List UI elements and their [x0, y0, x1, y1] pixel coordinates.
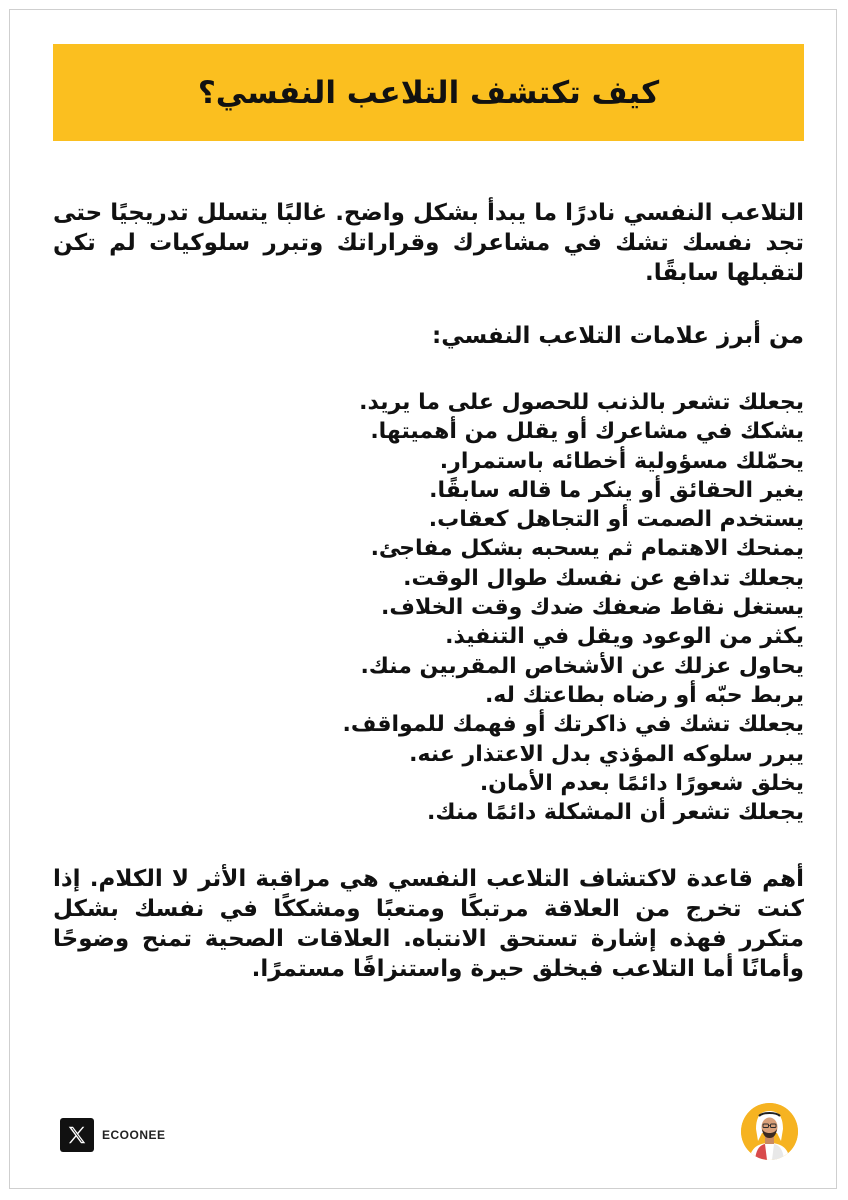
list-item: يربط حبّه أو رضاه بطاعتك له. [484, 682, 804, 708]
list-item: يشكك في مشاعرك أو يقلل من أهميتها. [370, 419, 804, 445]
footer-brand [60, 1118, 166, 1152]
page-title: كيف تكتشف التلاعب النفسي؟ [197, 74, 660, 111]
list-item: يجعلك تشعر بالذنب للحصول على ما يريد. [359, 390, 804, 415]
list-item: يبرر سلوكه المؤذي بدل الاعتذار عنه. [409, 741, 804, 767]
list-item: يحمّلك مسؤولية أخطائه باستمرار. [439, 448, 804, 474]
list-item: يكثر من الوعود ويقل في التنفيذ. [445, 624, 804, 650]
list-item: يحاول عزلك عن الأشخاص المقربين منك. [360, 653, 804, 679]
list-item: يخلق شعورًا دائمًا بعدم الأمان. [479, 770, 804, 796]
conclusion-paragraph: أهم قاعدة لاكتشاف التلاعب النفسي هي مراقبة الأثر لا الكلام. إذا كنت تخرج من العلاقة مرتبكًا ومتعبًا ومشككًا في نفسك بشكل متكرر فهذه إشارة تستحق الانتباه. العلاقات الصحية تمنح وضوحًا وأمانًا أما التلاعب فيخلق حيرة واستنزافًا مستمرًا. [53, 866, 804, 983]
list-item: يجعلك تدافع عن نفسك طوال الوقت. [403, 565, 804, 591]
intro-paragraph: التلاعب النفسي نادرًا ما يبدأ بشكل واضح. غالبًا يتسلل تدريجيًا حتى تجد نفسك تشك في مشاعرك وقراراتك وتبرر سلوكيات لم تكن لتقبلها سابقًا. [53, 200, 804, 286]
list-item: يمنحك الاهتمام ثم يسحبه بشكل مفاجئ. [370, 536, 804, 562]
list-item: يجعلك تشك في ذاكرتك أو فهمك للمواقف. [342, 712, 804, 738]
list-item: يستخدم الصمت أو التجاهل كعقاب. [428, 507, 804, 533]
brand-name: ECOONEE [102, 1128, 166, 1142]
x-logo-icon[interactable] [60, 1118, 94, 1152]
avatar-illustration-icon [741, 1103, 798, 1160]
list-item: يجعلك تشعر أن المشكلة دائمًا منك. [427, 800, 804, 826]
signs-heading: من أبرز علامات التلاعب النفسي: [432, 323, 804, 349]
article-body [53, 198, 804, 984]
list-item: يستغل نقاط ضعفك ضدك وقت الخلاف. [381, 595, 804, 621]
list-item: يغير الحقائق أو ينكر ما قاله سابقًا. [429, 477, 804, 503]
title-banner [53, 44, 804, 141]
signs-list [53, 388, 804, 827]
